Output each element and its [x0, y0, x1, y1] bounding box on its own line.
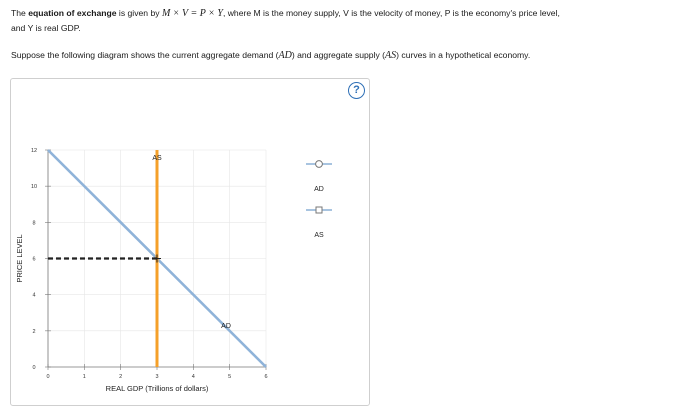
equilibrium-markers: [48, 255, 161, 263]
y-tick-label: 2: [32, 328, 36, 335]
legend-ad-circle-marker: [316, 161, 323, 168]
x-tick-label: 4: [191, 374, 195, 380]
y-tick-label: 10: [30, 184, 38, 191]
y-axis-title: PRICE LEVEL: [15, 234, 24, 283]
ticks: [31, 148, 268, 380]
intro-equation: M × V = P × Y: [161, 8, 223, 19]
x-axis-title: REAL GDP (Trillions of dollars): [105, 384, 209, 393]
x-tick-label: 3: [155, 374, 159, 380]
y-tick-label: 8: [32, 220, 36, 227]
x-tick-label: 2: [119, 374, 123, 380]
legend-as-square-marker: [316, 207, 322, 213]
intro-line2: and Y is real GDP.: [11, 23, 81, 33]
ad-curve-label: AD: [221, 322, 231, 330]
y-tick-label: 12: [30, 148, 38, 154]
intro-pre: The: [11, 8, 29, 18]
intro-post: , where M is the money supply, V is the velocity of money, P is the economy's price level,: [222, 8, 560, 18]
intro-mid: is given by: [116, 8, 162, 18]
suppose-as: AS: [385, 50, 397, 61]
intro-bold-term: equation of exchange: [28, 8, 117, 18]
suppose-pre: Suppose the following diagram shows the current aggregate demand (: [11, 50, 279, 60]
legend-as-label: AS: [314, 232, 324, 239]
x-tick-label: 6: [264, 374, 268, 380]
legend: [306, 161, 332, 239]
suppose-mid: ) and aggregate supply (: [291, 50, 386, 60]
y-tick-label: 4: [32, 292, 36, 299]
suppose-ad: AD: [278, 50, 292, 61]
y-tick-label: 0: [32, 365, 36, 371]
suppose-post: ) curves in a hypothetical economy.: [396, 50, 531, 60]
y-tick-label: 6: [32, 256, 36, 263]
x-tick-label: 5: [228, 374, 232, 380]
as-curve-label: AS: [152, 155, 162, 162]
help-button[interactable]: ?: [348, 82, 365, 99]
legend-ad-label: AD: [314, 186, 324, 193]
x-tick-label: 0: [46, 374, 50, 380]
x-tick-label: 1: [82, 374, 86, 380]
